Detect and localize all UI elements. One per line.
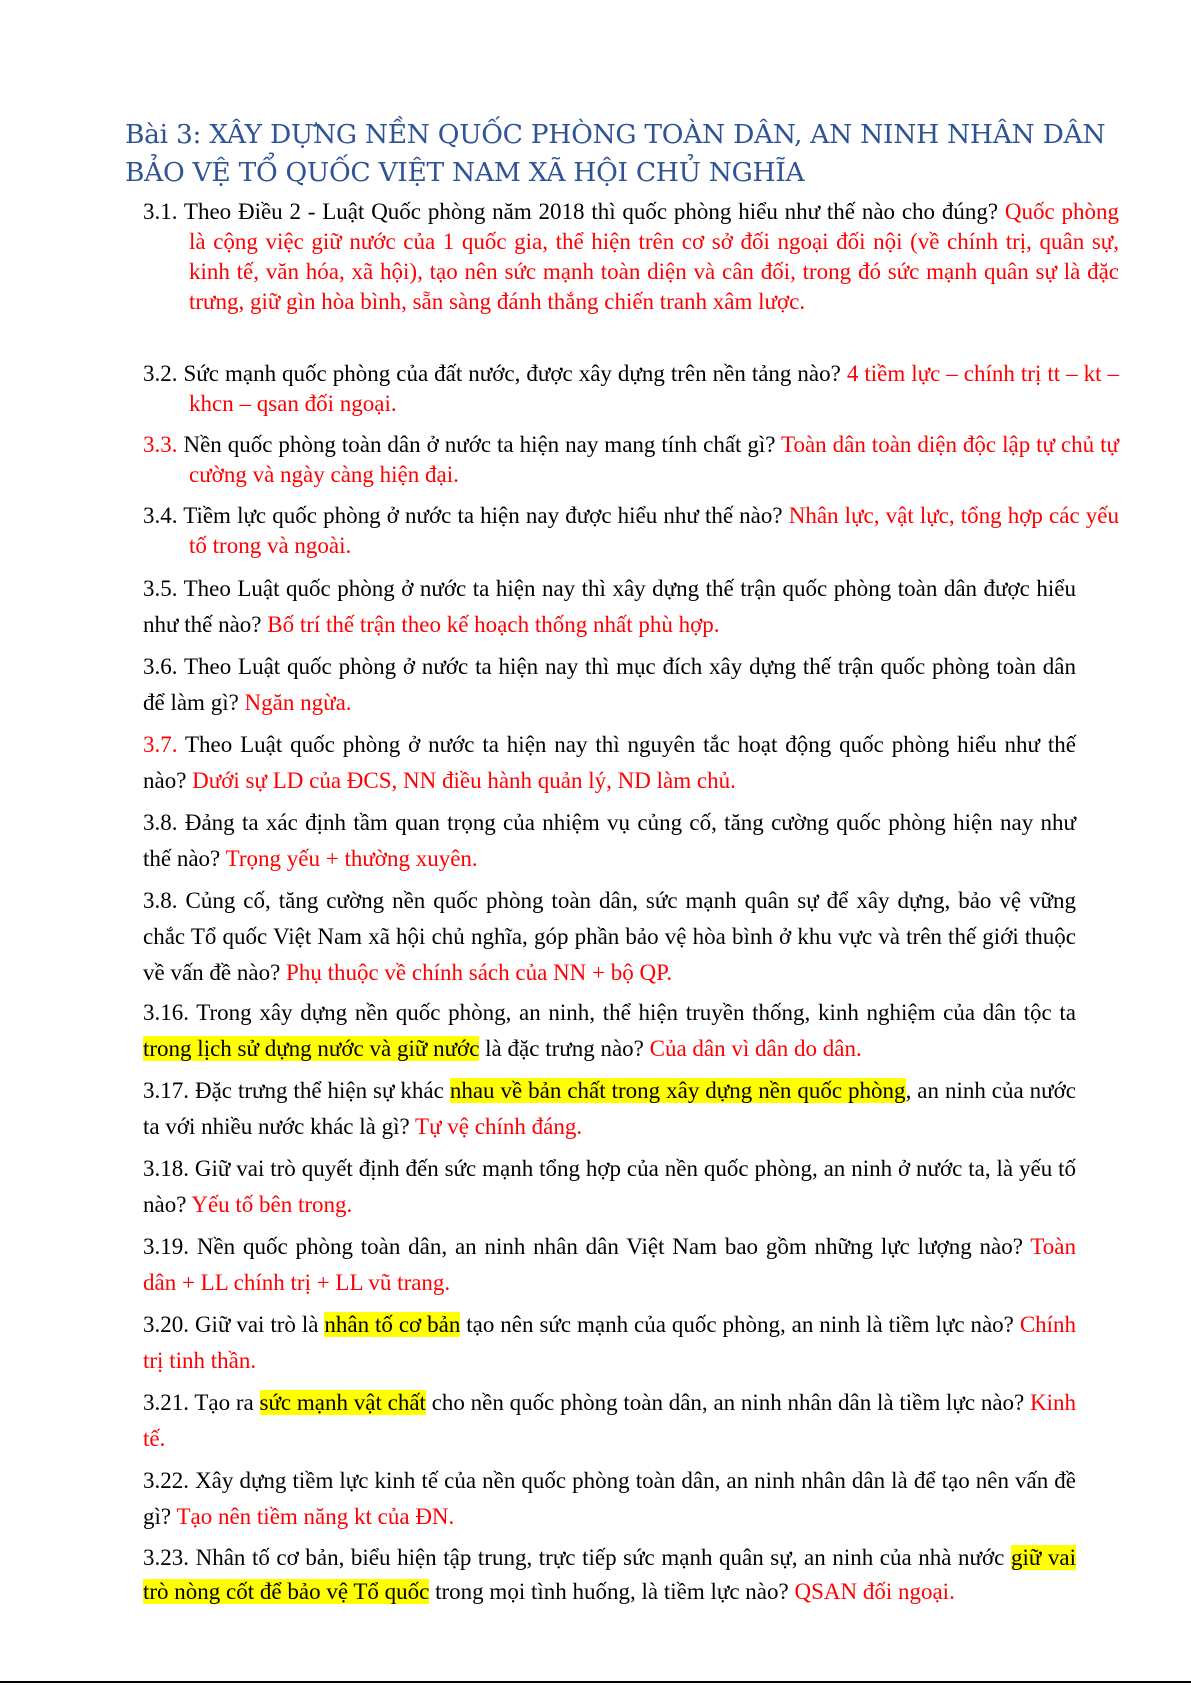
question-text-end: , an ninh của nước ta với nhiều nước khác là gì? [143, 1078, 1077, 1139]
question-3-20 [143, 1307, 1076, 1379]
answer-text: Chính trị tinh thần. [143, 1312, 1077, 1373]
answer-text: Nhân lực, vật lực, tổng hợp các yếu tố trong và ngoài. [189, 503, 1120, 558]
question-3-21 [143, 1385, 1076, 1457]
answer-text: Toàn dân toàn diện độc lập tự chủ tự cường và ngày càng hiện đại. [189, 432, 1119, 487]
question-text: Đảng ta xác định tầm quan trọng của nhiệm vụ củng cố, tăng cường quốc phòng hiện nay như thế nào? [143, 810, 1077, 871]
question-3-4 [143, 501, 1119, 561]
question-text: Theo Luật quốc phòng ở nước ta hiện nay thì mục đích xây dựng thế trận quốc phòng toàn dân để làm gì? [143, 654, 1076, 715]
highlighted-text: sức mạnh vật chất [259, 1390, 426, 1415]
answer-text: Bố trí thế trận theo kế hoạch thống nhất phù hợp. [267, 612, 720, 637]
answer-text: Ngăn ngừa. [244, 690, 352, 715]
question-3-23 [143, 1541, 1076, 1609]
question-text: Giữ vai trò là [194, 1312, 319, 1337]
question-3-6 [143, 649, 1076, 721]
question-number: 3.21. [143, 1390, 189, 1415]
question-number: 3.5. [143, 576, 178, 601]
question-3-1 [143, 197, 1119, 317]
answer-text: Phụ thuộc về chính sách của NN + bộ QP. [286, 960, 673, 985]
question-3-3 [143, 430, 1119, 490]
question-3-16 [143, 995, 1076, 1067]
question-number: 3.1. [143, 199, 178, 224]
question-text: Theo Luật quốc phòng ở nước ta hiện nay thì nguyên tắc hoạt động quốc phòng hiểu như thế nào? [143, 732, 1076, 793]
question-text: Nhân tố cơ bản, biểu hiện tập trung, trực tiếp sức mạnh quân sự, an ninh của nhà nước [195, 1545, 1005, 1570]
answer-text: Dưới sự LD của ĐCS, NN điều hành quản lý, ND làm chủ. [192, 768, 736, 793]
question-text: Giữ vai trò quyết định đến sức mạnh tổng hợp của nền quốc phòng, an ninh ở nước ta, là yếu tố nào? [143, 1156, 1076, 1217]
question-number: 3.8. [143, 810, 178, 835]
question-text-end: cho nền quốc phòng toàn dân, an ninh nhân dân là tiềm lực nào? [431, 1390, 1025, 1415]
question-number: 3.4. [143, 503, 178, 528]
question-3-7 [143, 727, 1076, 799]
question-number: 3.23. [143, 1545, 189, 1570]
question-3-19 [143, 1229, 1076, 1301]
page-title: Bài 3: XÂY DỰNG NỀN QUỐC PHÒNG TOÀN DÂN, AN NINH NHÂN DÂN BẢO VỆ TỔ QUỐC VIỆT NAM XÃ HỘI CHỦ NGHĨA [125, 119, 1106, 188]
answer-text: Kinh tế. [143, 1390, 1077, 1451]
question-3-5 [143, 571, 1076, 643]
question-number: 3.2. [143, 361, 178, 386]
question-text: Nền quốc phòng toàn dân, an ninh nhân dân Việt Nam bao gồm những lực lượng nào? [196, 1234, 1023, 1259]
question-text: Theo Luật quốc phòng ở nước ta hiện nay thì xây dựng thế trận quốc phòng toàn dân được hiểu như thế nào? [143, 576, 1076, 637]
answer-text: Tạo nên tiềm năng kt của ĐN. [176, 1504, 455, 1529]
question-3-8 [143, 805, 1076, 877]
question-text: Đặc trưng thể hiện sự khác [194, 1078, 444, 1103]
question-3-8-b [143, 883, 1076, 991]
question-3-22 [143, 1463, 1076, 1535]
question-3-18 [143, 1151, 1076, 1223]
answer-text: Tự vệ chính đáng. [415, 1114, 583, 1139]
question-3-17 [143, 1073, 1076, 1145]
question-number: 3.8. [143, 888, 178, 913]
answer-text: QSAN đối ngoại. [794, 1579, 955, 1604]
highlighted-text: giữ vai trò nòng cốt để bảo vệ Tổ quốc [143, 1545, 1076, 1604]
highlighted-text: nhân tố cơ bản [324, 1312, 461, 1337]
question-number: 3.3. [143, 432, 178, 457]
question-text: Tiềm lực quốc phòng ở nước ta hiện nay được hiểu như thế nào? [183, 503, 783, 528]
highlighted-text: nhau về bản chất trong xây dựng nền quốc phòng [449, 1078, 906, 1103]
question-number: 3.17. [143, 1078, 189, 1103]
question-number: 3.22. [143, 1468, 189, 1493]
question-text-end: tạo nên sức mạnh của quốc phòng, an ninh là tiềm lực nào? [466, 1312, 1014, 1337]
question-number: 3.6. [143, 654, 178, 679]
answer-text: Của dân vì dân do dân. [649, 1036, 862, 1061]
question-text: Xây dựng tiềm lực kinh tế của nền quốc phòng toàn dân, an ninh nhân dân là để tạo nên vấn đề gì? [143, 1468, 1076, 1529]
question-number: 3.18. [143, 1156, 189, 1181]
answer-text: Trọng yếu + thường xuyên. [225, 846, 478, 871]
highlighted-text: trong lịch sử dựng nước và giữ nước [143, 1036, 480, 1061]
question-3-2 [143, 359, 1119, 419]
question-text: Nền quốc phòng toàn dân ở nước ta hiện nay mang tính chất gì? [183, 432, 776, 457]
question-text: Sức mạnh quốc phòng của đất nước, được xây dựng trên nền tảng nào? [183, 361, 841, 386]
question-text: Tạo ra [194, 1390, 254, 1415]
answer-text: Toàn dân + LL chính trị + LL vũ trang. [143, 1234, 1076, 1295]
question-text: Theo Điều 2 - Luật Quốc phòng năm 2018 thì quốc phòng hiểu như thế nào cho đúng? [183, 199, 999, 224]
answer-text: Quốc phòng là cộng việc giữ nước của 1 quốc gia, thể hiện trên cơ sở đối ngoại đối nội (về chính trị, quân sự, kinh tế, văn hóa, xã hội), tạo nên sức mạnh toàn diện và cân đối, trong đó sức mạnh quân sự là đặc trưng, giữ gìn hòa bình, sẵn sàng đánh thắng chiến tranh xâm lược. [189, 199, 1119, 314]
answer-text: 4 tiềm lực – chính trị tt – kt – khcn – qsan đối ngoại. [189, 361, 1119, 416]
question-number: 3.20. [143, 1312, 189, 1337]
question-text: Củng cố, tăng cường nền quốc phòng toàn dân, sức mạnh quân sự để xây dựng, bảo vệ vững chắc Tổ quốc Việt Nam xã hội chủ nghĩa, góp phần bảo vệ hòa bình ở khu vực và trên thế giới thuộc về vấn đề nào? [143, 888, 1077, 985]
question-text-end: trong mọi tình huống, là tiềm lực nào? [435, 1579, 789, 1604]
page-bottom-rule [0, 1681, 1191, 1683]
question-text-end: là đặc trưng nào? [485, 1036, 644, 1061]
question-number: 3.16. [143, 1000, 189, 1025]
question-number: 3.7. [143, 732, 178, 757]
question-number: 3.19. [143, 1234, 189, 1259]
question-text: Trong xây dựng nền quốc phòng, an ninh, thể hiện truyền thống, kinh nghiệm của dân tộc ta [196, 1000, 1077, 1025]
answer-text: Yếu tố bên trong. [191, 1192, 353, 1217]
